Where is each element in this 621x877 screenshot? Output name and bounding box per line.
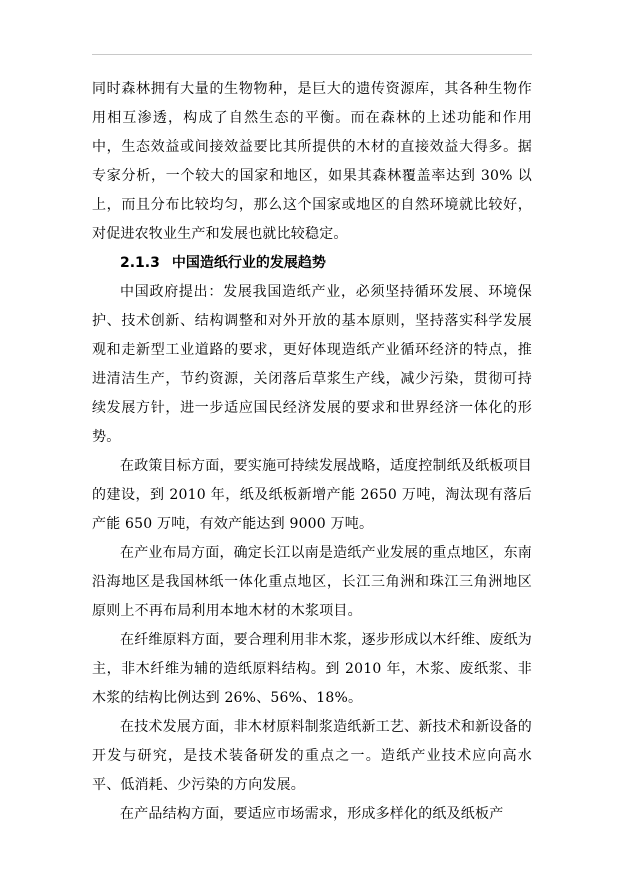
section-number: 2.1.3 [120, 255, 160, 271]
paragraph-industry-layout: 在产业布局方面，确定长江以南是造纸产业发展的重点地区，东南沿海地区是我国林纸一体化重点地区，长江三角洲和珠江三角洲地区原则上不再布局利用本地木材的木浆项目。 [92, 545, 532, 619]
paragraph-policy-targets: 在政策目标方面，要实施可持续发展战略，适度控制纸及纸板项目的建设，到 2010 年，纸及纸板新增产能 2650 万吨，淘汰现有落后产能 650 万吨，有效产能达到 9000 万吨。 [92, 458, 532, 532]
header-rule [92, 54, 532, 55]
section-title: 中国造纸行业的发展趋势 [171, 255, 326, 271]
paragraph-product-structure: 在产品结构方面，要适应市场需求，形成多样化的纸及纸板产 [120, 806, 504, 822]
paragraph-fiber-materials: 在纤维原料方面，要合理利用非木浆，逐步形成以木纤维、废纸为主，非木纤维为辅的造纸原料结构。到 2010 年，木浆、废纸浆、非木浆的结构比例达到 26%、56%、18%。 [92, 632, 532, 706]
section-heading [92, 249, 532, 278]
paragraph-forest-continuation: 同时森林拥有大量的生物物种，是巨大的遗传资源库，其各种生物作用相互渗透，构成了自然生态的平衡。而在森林的上述功能和作用中，生态效益或间接效益要比其所提供的木材的直接效益大得多。据专家分析，一个较大的国家和地区，如果其森林覆盖率达到 30% 以上，而且分布比较均匀，那么这个国家或地区的自然环境就比较好，对促进农牧业生产和发展也就比较稳定。 [92, 81, 532, 242]
document-page [92, 75, 532, 829]
paragraph-government-policy: 中国政府提出：发展我国造纸产业，必须坚持循环发展、环境保护、技术创新、结构调整和对外开放的基本原则，坚持落实科学发展观和走新型工业道路的要求，更好体现造纸产业循环经济的特点，推进清洁生产，节约资源，关闭落后草浆生产线，减少污染，贯彻可持续发展方针，进一步适应国民经济发展的要求和世界经济一体化的形势。 [92, 284, 532, 445]
paragraph-technology: 在技术发展方面，非木材原料制浆造纸新工艺、新技术和新设备的开发与研究，是技术装备研发的重点之一。造纸产业技术应向高水平、低消耗、少污染的方向发展。 [92, 719, 532, 793]
